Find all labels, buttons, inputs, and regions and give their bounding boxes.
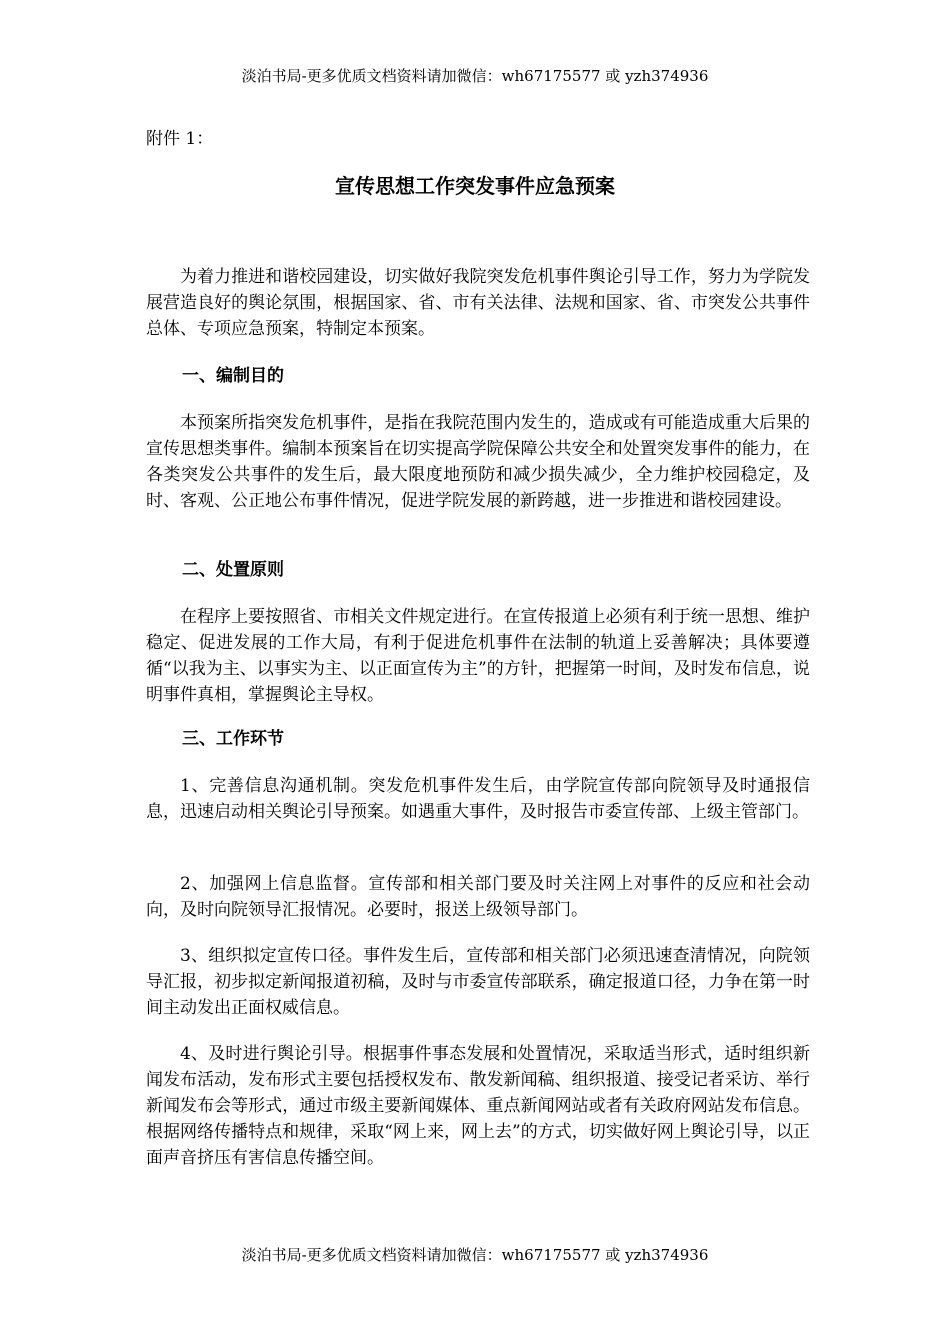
document-title: 宣传思想工作突发事件应急预案 (335, 174, 615, 198)
page-footer-note: 淡泊书局-更多优质文档资料请加微信：wh67175577 或 yzh374936 (241, 1246, 709, 1264)
procedure-item-3: 3、组织拟定宣传口径。事件发生后，宣传部和相关部门必须迅速查清情况，向院领导汇报，初步拟定新闻报道初稿，及时与市委宣传部联系，确定报道口径，力争在第一时间主动发出正面权威信息。 (146, 946, 810, 1018)
procedure-item-2: 2、加强网上信息监督。宣传部和相关部门要及时关注网上对事件的反应和社会动向，及时向院领导汇报情况。必要时，报送上级领导部门。 (146, 874, 810, 920)
section-heading-purpose: 一、编制目的 (182, 366, 284, 386)
intro-paragraph: 为着力推进和谐校园建设，切实做好我院突发危机事件舆论引导工作，努力为学院发展营造良好的舆论氛围，根据国家、省、市有关法律、法规和国家、省、市突发公共事件总体、专项应急预案，特制定本预案。 (146, 267, 810, 339)
page-header-note: 淡泊书局-更多优质文档资料请加微信：wh67175577 或 yzh374936 (241, 67, 709, 85)
section-body-principles: 在程序上要按照省、市相关文件规定进行。在宣传报道上必须有利于统一思想、维护稳定、促进发展的工作大局，有利于促进危机事件在法制的轨道上妥善解决；具体要遵循“以我为主、以事实为主、以正面宣传为主”的方针，把握第一时间，及时发布信息，说明事件真相，掌握舆论主导权。 (146, 607, 810, 705)
section-heading-procedures: 三、工作环节 (182, 729, 284, 749)
procedure-item-4: 4、及时进行舆论引导。根据事件事态发展和处置情况，采取适当形式，适时组织新闻发布活动，发布形式主要包括授权发布、散发新闻稿、组织报道、接受记者采访、举行新闻发布会等形式，通过市级主要新闻媒体、重点新闻网站或者有关政府网站发布信息。根据网络传播特点和规律，采取“网上来，网上去”的方式，切实做好网上舆论引导，以正面声音挤压有害信息传播空间。 (146, 1044, 810, 1168)
section-heading-principles: 二、处置原则 (182, 560, 284, 580)
section-body-purpose: 本预案所指突发危机事件，是指在我院范围内发生的，造成或有可能造成重大后果的宣传思想类事件。编制本预案旨在切实提高学院保障公共安全和处置突发事件的能力，在各类突发公共事件的发生后，最大限度地预防和减少损失减少，全力维护校园稳定，及时、客观、公正地公布事件情况，促进学院发展的新跨越，进一步推进和谐校园建设。 (146, 413, 810, 511)
attachment-label: 附件 1： (146, 129, 214, 149)
procedure-item-1: 1、完善信息沟通机制。突发危机事件发生后，由学院宣传部向院领导及时通报信息，迅速启动相关舆论引导预案。如遇重大事件，及时报告市委宣传部、上级主管部门。 (146, 776, 810, 822)
